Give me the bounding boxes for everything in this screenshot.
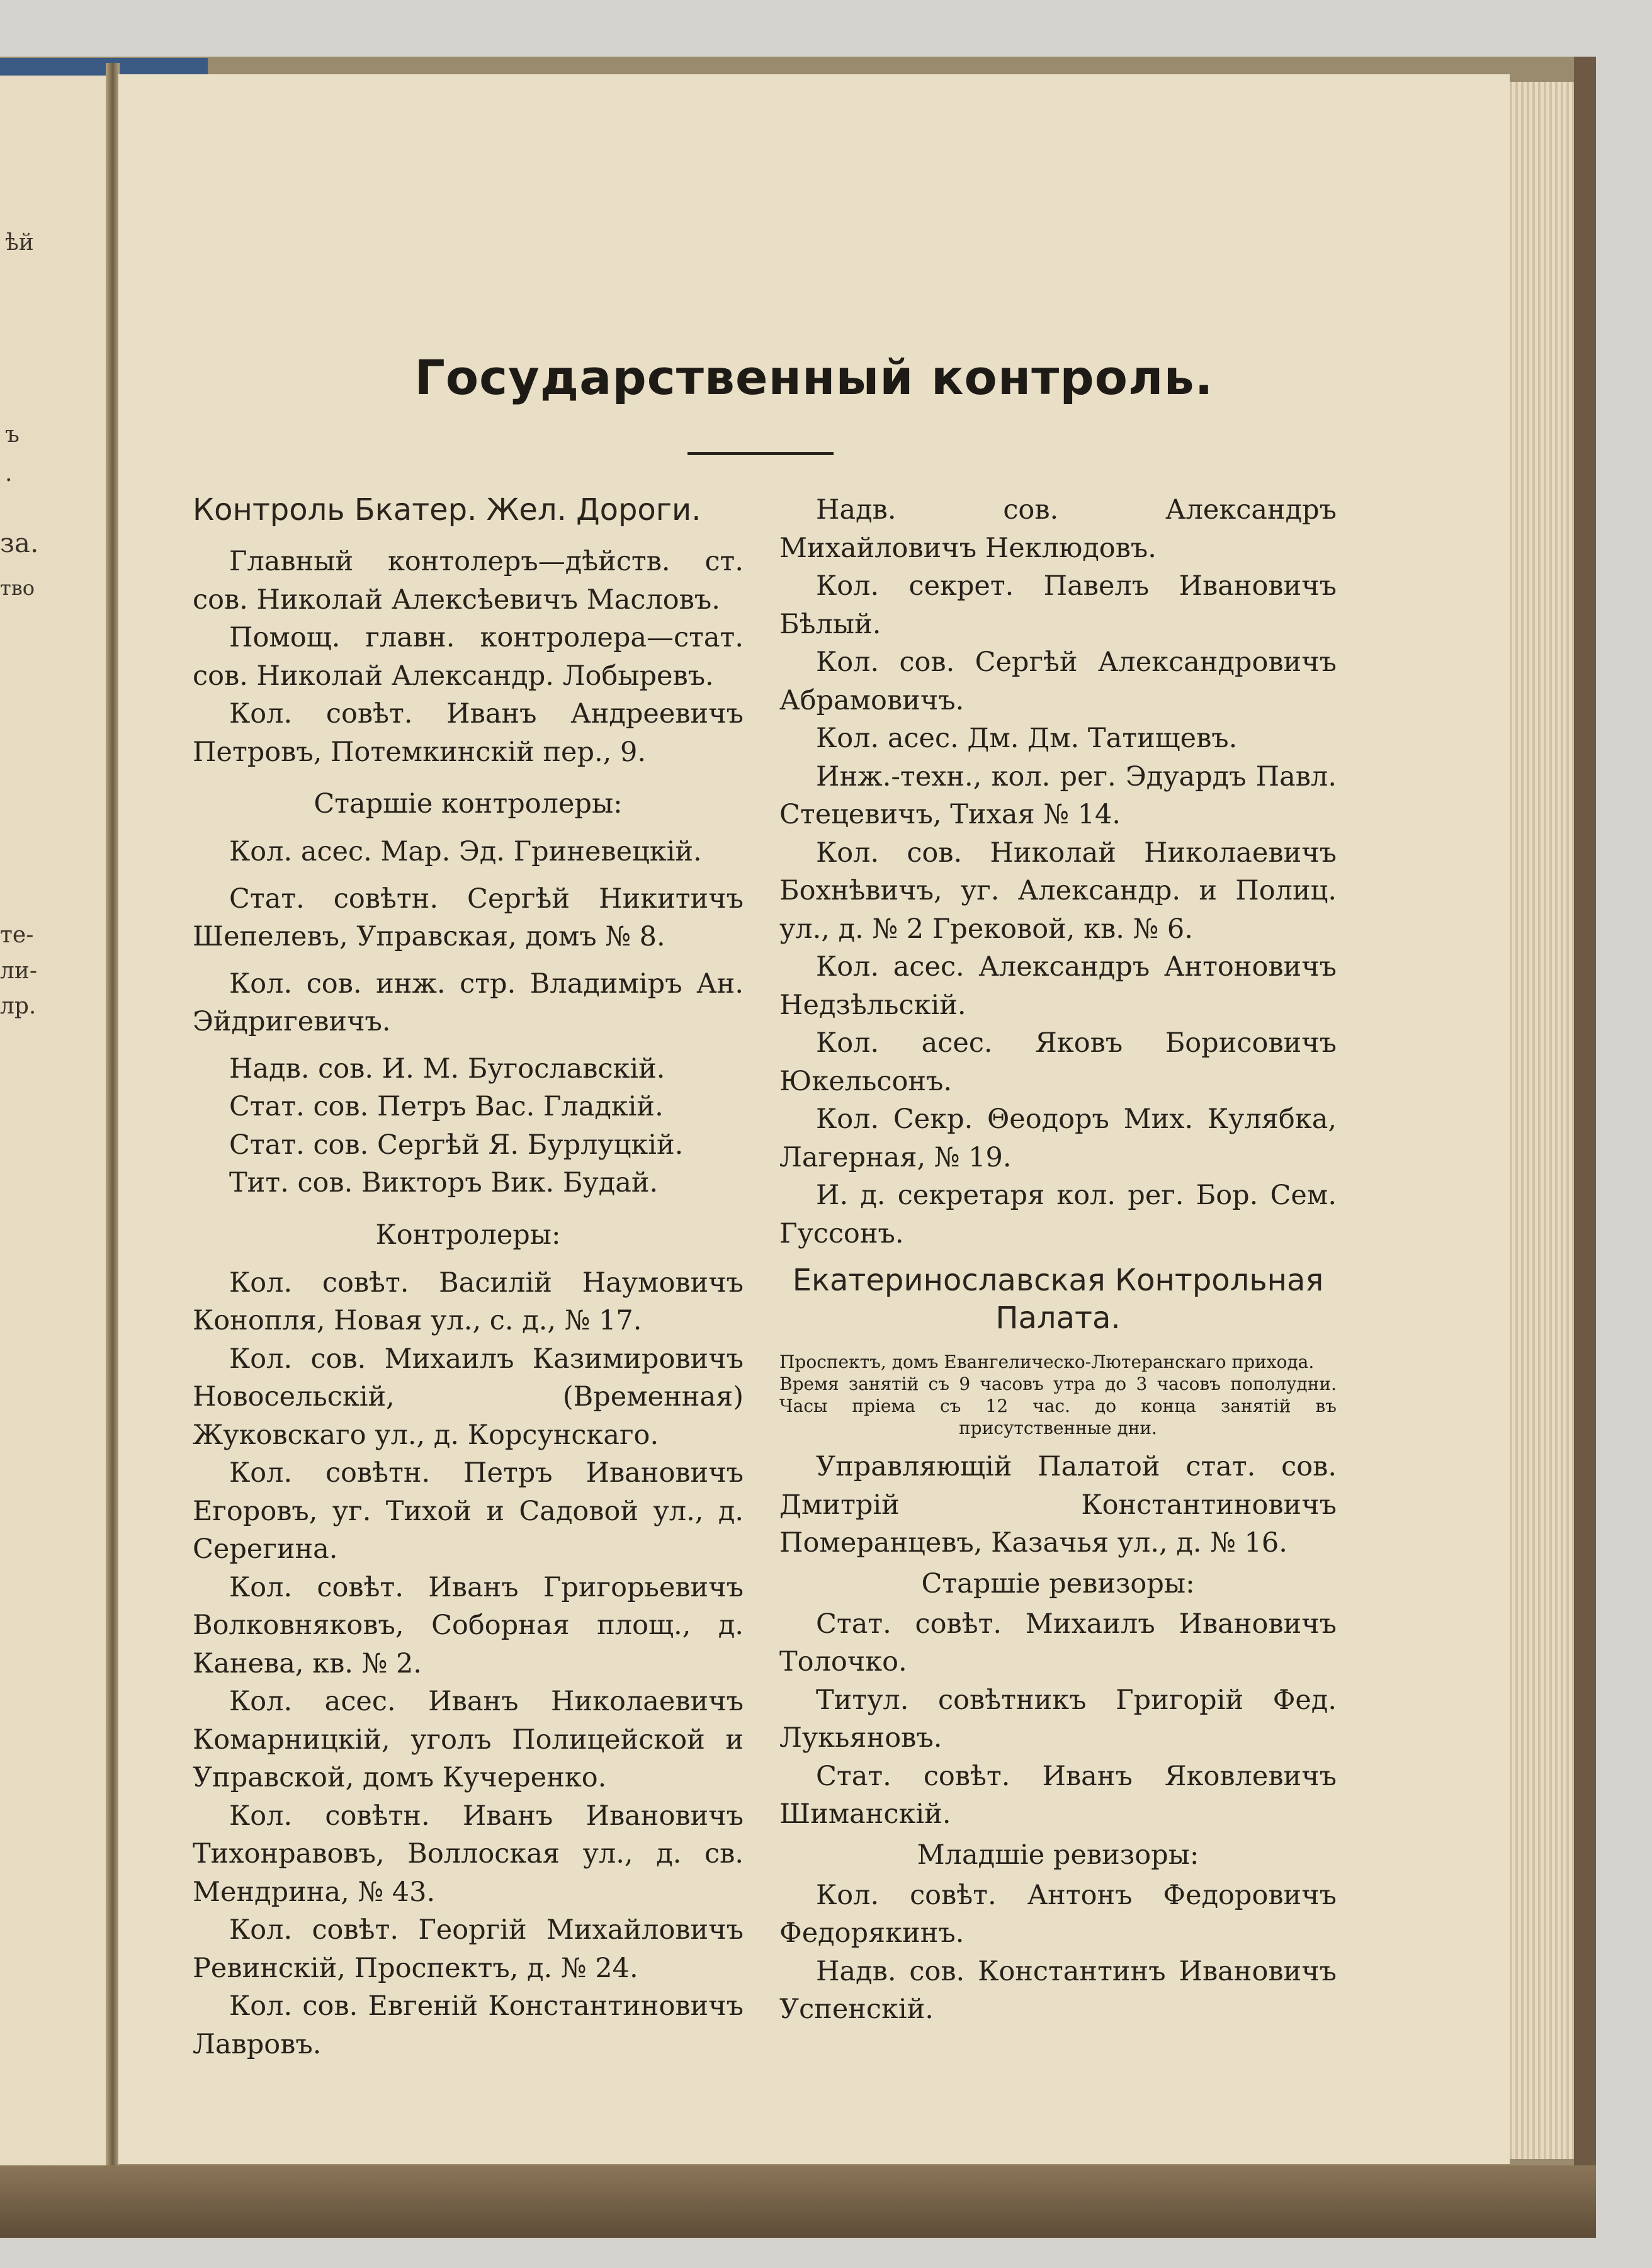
left-page-fragment: ъ: [5, 422, 20, 448]
entry: Стат. совѣтн. Сергѣй Никитичъ Шепелевъ, Управская, домъ № 8.: [193, 883, 744, 952]
entry: Титул. совѣтникъ Григорій Фед. Лукьяновъ.: [779, 1684, 1337, 1754]
entry: Кол. сов. инж. стр. Владиміръ Ан. Эйдригевичъ.: [193, 968, 744, 1037]
entry: Кол. совѣт. Георгій Михайловичъ Ревинскій, Проспектъ, д. № 24.: [193, 1914, 744, 1984]
left-page-fragment: лр.: [0, 993, 37, 1019]
entry: Стат. сов. Сергѣй Я. Бурлуцкій.: [229, 1129, 684, 1161]
left-column: [193, 491, 744, 2063]
entry: Кол. асес. Яковъ Борисовичъ Юкельсонъ.: [779, 1027, 1337, 1097]
entry: Кол. совѣт. Иванъ Андреевичъ Петровъ, Потемкинскій пер., 9.: [193, 698, 744, 768]
entry: Кол. сов. Михаилъ Казимировичъ Новосельскій, (Временная) Жуковскаго ул., д. Корсунскаго.: [193, 1343, 744, 1451]
spacer: [193, 1041, 744, 1050]
entry: Кол. асес. Иванъ Николаевичъ Комарницкій, уголъ Полицейской и Управской, домъ Кучеренко.: [193, 1686, 744, 1793]
entry: Управляющій Палатой стат. сов. Дмитрій Константиновичъ Померанцевъ, Казачья ул., д. № 16.: [779, 1451, 1337, 1559]
entry: Помощ. главн. контролера—стат. сов. Николай Александр. Лобыревъ.: [193, 622, 744, 692]
entry: Кол. совѣтн. Петръ Ивановичъ Егоровъ, уг. Тихой и Садовой ул., д. Серегина.: [193, 1457, 744, 1565]
left-page-edge: [0, 63, 112, 2165]
left-page-fragment: ли-: [0, 958, 38, 984]
left-page-fragment: .: [5, 461, 13, 487]
left-page-fragment: ѣй: [5, 230, 34, 256]
entry: И. д. секретаря кол. рег. Бор. Сем. Гуссонъ.: [779, 1180, 1337, 1250]
entry: Инж.-техн., кол. рег. Эдуардъ Павл. Стецевичъ, Тихая № 14.: [779, 760, 1337, 830]
entry: Стат. совѣт. Михаилъ Ивановичъ Толочко.: [779, 1608, 1337, 1678]
entry: Кол. сов. Сергѣй Александровичъ Абрамовичъ.: [779, 646, 1337, 716]
left-page-fragment: тво: [0, 576, 35, 600]
book-cover-bottom: [0, 2165, 1596, 2238]
section-heading: Контроль Бкатер. Жел. Дороги.: [193, 492, 701, 528]
entry: Кол. асес. Дм. Дм. Татищевъ.: [816, 723, 1238, 754]
spacer: [779, 1439, 1337, 1448]
spacer: [193, 956, 744, 965]
entry: Кол. асес. Мар. Эд. Гриневецкій.: [229, 836, 702, 867]
subsection-heading: Контролеры:: [375, 1219, 561, 1251]
page-title: Государственный контроль.: [414, 349, 1214, 405]
entry: Кол. совѣт. Антонъ Федоровичъ Федорякинъ.: [779, 1879, 1337, 1949]
left-page-fragment: за.: [0, 528, 39, 558]
entry: Кол. совѣт. Иванъ Григорьевичъ Волковняковъ, Соборная площ., д. Канева, кв. № 2.: [193, 1571, 744, 1679]
entry: Кол. совѣт. Василій Наумовичъ Конопля, Новая ул., с. д., № 17.: [193, 1267, 744, 1336]
entry: Надв. сов. И. М. Бугославскій.: [229, 1052, 665, 1085]
spacer: [193, 871, 744, 880]
entry: Стат. сов. Петръ Вас. Гладкій.: [229, 1091, 664, 1122]
entry: Кол. асес. Александръ Антоновичъ Недзѣльскій.: [779, 951, 1337, 1021]
entry: Стат. совѣт. Иванъ Яковлевичъ Шиманскій.: [779, 1760, 1337, 1830]
subsection-heading: Старшіе ревизоры:: [921, 1567, 1195, 1599]
book-cover-right: [1574, 57, 1596, 2238]
left-page-fragment: те-: [0, 922, 34, 948]
book-cover-cloth: [0, 58, 208, 76]
spacer: [779, 1253, 1337, 1261]
chamber-address: Проспектъ, домъ Евангелическо-Лютеранскаго прихода.: [779, 1351, 1315, 1372]
chamber-hours: Время занятій съ 9 часовъ утра до 3 часовъ пополудни. Часы пріема съ 12 час. до конца занятій въ присутственные дни.: [779, 1374, 1337, 1438]
page-edges: [1510, 82, 1576, 2159]
title-rule: [687, 452, 834, 455]
entry: Кол. Секр. Θеодоръ Мих. Кулябка, Лагерная, № 19.: [779, 1103, 1337, 1173]
entry: Надв. сов. Александръ Михайловичъ Неклюдовъ.: [779, 494, 1337, 564]
entry: Кол. сов. Евгеній Константиновичъ Лавровъ.: [193, 1990, 744, 2060]
entry: Тит. сов. Викторъ Вик. Будай.: [229, 1167, 659, 1199]
entry: Кол. сов. Николай Николаевичъ Бохнѣвичъ, уг. Александр. и Полиц. ул., д. № 2 Грековой, кв. № 6.: [779, 837, 1337, 945]
subsection-heading: Старшіе контролеры:: [314, 788, 623, 820]
entry: Главный контолеръ—дѣйств. ст. сов. Николай Алексѣевичъ Масловъ.: [193, 546, 744, 616]
book-gutter: [106, 63, 120, 2165]
section-heading: Екатеринославская Контрольная Палата.: [792, 1263, 1324, 1336]
entry: Надв. сов. Константинъ Ивановичъ Успенскій.: [779, 1955, 1337, 2025]
entry: Кол. совѣтн. Иванъ Ивановичъ Тихонравовъ, Воллоская ул., д. св. Мендрина, № 43.: [193, 1800, 744, 1908]
subsection-heading: Младшіе ревизоры:: [917, 1839, 1199, 1871]
right-column: [779, 491, 1337, 2029]
entry: Кол. секрет. Павелъ Ивановичъ Бѣлый.: [779, 570, 1337, 640]
